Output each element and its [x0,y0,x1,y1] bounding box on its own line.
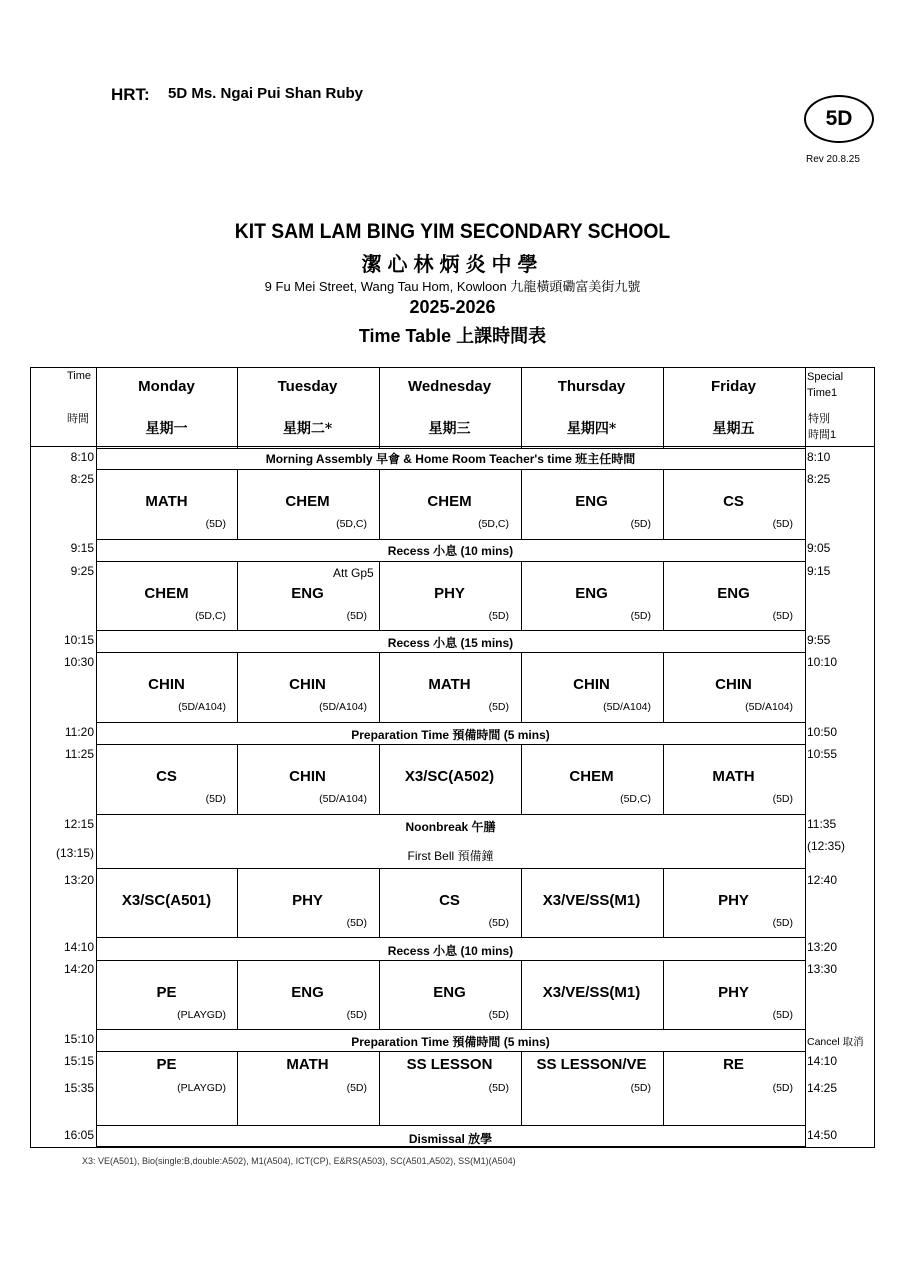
time-label-left: 15:10 [63,1032,94,1046]
band-top-line [96,722,805,723]
room-cell: (5D/A104) [319,793,367,805]
subject-cell: MATH [428,676,471,693]
room-cell: (5D) [630,518,651,530]
band-top-line [96,1125,805,1126]
time-label-special: 14:25 [807,1081,838,1095]
time-label-left: 10:15 [63,633,94,647]
band-bottom-line [96,469,805,470]
subject-cell: CHIN [715,676,752,693]
room-cell: (5D) [772,610,793,622]
subject-cell: ENG [717,585,750,602]
band-recess-1: Recess 小息 (10 mins) [387,544,514,558]
subject-cell: PE [156,984,177,1001]
school-year: 2025-2026 [409,297,496,317]
band-bottom-line [96,744,805,745]
room-cell: (5D) [630,1082,651,1094]
time-label-left: 13:20 [63,873,94,887]
day-header-tuesday-zh: 星期二* [282,421,333,437]
subject-cell: CHIN [289,768,326,785]
class-badge: 5D [804,95,874,143]
day-header-monday-zh: 星期一 [145,421,188,437]
room-cell: (5D/A104) [603,701,651,713]
band-morning-assembly: Morning Assembly 早會 & Home Room Teacher's time 班主任時間 [265,452,636,466]
band-top-line [96,448,805,449]
time-label-special: 8:25 [807,472,831,486]
day-header-monday: Monday [138,378,195,395]
room-cell: (5D) [772,917,793,929]
revision-note: Rev 20.8.25 [806,154,860,165]
band-recess-3: Recess 小息 (10 mins) [387,944,514,958]
time-label-special: 14:10 [807,1054,838,1068]
tuesday-p2-note: Att Gp5 [333,566,374,580]
time-label-special: 10:55 [807,747,838,761]
subject-cell: MATH [712,768,755,785]
time-label-special: 9:05 [807,541,831,555]
room-cell: (5D) [346,610,367,622]
room-cell: (5D,C) [195,610,226,622]
time-label-special: 11:35 [807,817,837,831]
room-cell: (5D) [630,610,651,622]
time-label-left: 8:25 [70,472,94,486]
room-cell: (5D,C) [478,518,509,530]
room-cell: (5D) [346,1082,367,1094]
room-cell: (5D) [488,1009,509,1021]
band-top-line [96,814,805,815]
room-cell: (5D) [488,610,509,622]
special-header-en: Special [807,371,844,383]
subject-cell: PHY [434,585,465,602]
room-cell: (5D) [488,917,509,929]
band-bottom-line [96,1146,805,1147]
school-address: 9 Fu Mei Street, Wang Tau Hom, Kowloon 九龍橫頭磡富美街九號 [264,279,641,294]
subject-cell: ENG [291,585,324,602]
subject-cell: SS LESSON/VE [536,1056,647,1073]
subject-cell: MATH [286,1056,329,1073]
subject-cell: RE [723,1056,744,1073]
school-name-en: KIT SAM LAM BING YIM SECONDARY SCHOOL [234,220,671,243]
time-label-special: (12:35) [807,839,846,853]
time-header-en: Time [67,370,92,382]
day-column-divider [379,368,380,448]
day-column-divider [663,368,664,448]
time-label-special: 9:55 [807,633,831,647]
band-top-line [96,539,805,540]
band-bottom-line [96,561,805,562]
day-header-wednesday: Wednesday [407,378,492,395]
time-label-left: 16:05 [63,1128,94,1142]
day-column-divider [521,368,522,448]
time-label-special: 9:15 [807,564,831,578]
time-column-divider [96,368,97,1147]
subject-cell: X3/SC(A501) [121,892,212,909]
subject-cell: ENG [433,984,466,1001]
hrt-label: HRT: [111,85,150,104]
band-first-bell: First Bell 預備鐘 [407,849,494,863]
room-cell: (PLAYGD) [177,1082,226,1094]
room-cell: (5D) [346,917,367,929]
time-label-special: Cancel 取消 [807,1036,864,1048]
time-label-left: 15:15 [63,1054,94,1068]
time-label-left: 12:15 [63,817,94,831]
room-cell: (5D,C) [336,518,367,530]
subject-cell: CHEM [427,493,472,510]
subject-cell: CHEM [285,493,330,510]
band-bottom-line [96,868,805,869]
timetable-grid [30,367,875,1148]
time-label-left: 14:10 [63,940,94,954]
day-header-friday: Friday [710,378,756,395]
subject-cell: ENG [291,984,324,1001]
time-label-left: 8:10 [70,450,94,464]
day-column-divider [237,368,238,448]
special-header-zh: 特別 [808,413,830,425]
band-recess-2: Recess 小息 (15 mins) [387,636,514,650]
band-dismissal: Dismissal 放學 [408,1132,493,1146]
subject-cell: SS LESSON [406,1056,493,1073]
time-label-left: (13:15) [55,846,94,860]
band-top-line [96,1029,805,1030]
room-cell: (5D) [346,1009,367,1021]
band-noonbreak: Noonbreak 午膳 [405,820,496,834]
room-cell: (5D) [205,518,226,530]
subject-cell: X3/VE/SS(M1) [542,984,641,1001]
school-name-zh: 潔心林炳炎中學 [361,252,544,276]
room-cell: (5D/A104) [319,701,367,713]
room-cell: (5D) [772,793,793,805]
subject-cell: X3/SC(A502) [404,768,495,785]
time-label-special: 12:40 [807,873,838,887]
day-header-friday-zh: 星期五 [712,421,755,437]
day-header-tuesday: Tuesday [277,378,338,395]
time-label-left: 9:15 [70,541,94,555]
special-header-en-2: Time1 [807,387,838,399]
time-label-special: 14:50 [807,1128,838,1142]
band-bottom-line [96,960,805,961]
subject-cell: ENG [575,585,608,602]
room-cell: (5D) [488,1082,509,1094]
special-header-zh-2: 時間1 [808,429,837,441]
time-label-left: 14:20 [63,962,94,976]
subject-cell: ENG [575,493,608,510]
room-cell: (PLAYGD) [177,1009,226,1021]
band-top-line [96,630,805,631]
subject-cell: MATH [145,493,188,510]
room-cell: (5D) [772,1082,793,1094]
subject-cell: PHY [718,892,749,909]
room-cell: (5D/A104) [178,701,226,713]
time-label-special: 8:10 [807,450,831,464]
hrt-teacher: 5D Ms. Ngai Pui Shan Ruby [168,85,364,102]
special-column-divider [805,368,806,1147]
header-divider [31,446,874,447]
room-cell: (5D/A104) [745,701,793,713]
subject-cell: PHY [292,892,323,909]
time-label-left: 11:25 [64,747,94,761]
day-header-wednesday-zh: 星期三 [428,421,471,437]
subject-cell: PHY [718,984,749,1001]
subject-cell: CS [723,493,744,510]
room-cell: (5D) [205,793,226,805]
day-header-thursday: Thursday [557,378,626,395]
time-label-special: 13:20 [807,940,838,954]
subject-cell: X3/VE/SS(M1) [542,892,641,909]
time-label-special: 10:50 [807,725,838,739]
subject-cell: CHIN [148,676,185,693]
room-cell: (5D) [488,701,509,713]
subject-cell: CHEM [144,585,189,602]
time-header-zh: 時間 [67,413,89,425]
subject-cell: CHIN [573,676,610,693]
subject-cell: CS [439,892,460,909]
room-cell: (5D) [772,1009,793,1021]
footer-note: X3: VE(A501), Bio(single:B,double:A502), M1(A504), ICT(CP), E&RS(A503), SC(A501,A502), SS(M1)(A504) [82,1156,516,1166]
band-bottom-line [96,652,805,653]
room-cell: (5D,C) [620,793,651,805]
subject-cell: CHIN [289,676,326,693]
subject-cell: PE [156,1056,177,1073]
timetable-title: Time Table 上課時間表 [358,326,547,346]
time-label-special: 13:30 [807,962,838,976]
time-label-special: 10:10 [807,655,838,669]
time-label-left: 10:30 [63,655,94,669]
day-header-thursday-zh: 星期四* [566,421,617,437]
subject-cell: CHEM [569,768,614,785]
room-cell: (5D) [772,518,793,530]
band-bottom-line [96,1051,805,1052]
time-label-left: 11:20 [64,725,94,739]
band-preparation-2: Preparation Time 預備時間 (5 mins) [351,1035,550,1049]
time-label-left: 15:35 [63,1081,94,1095]
band-preparation-1: Preparation Time 預備時間 (5 mins) [351,728,550,742]
subject-cell: CS [156,768,177,785]
band-top-line [96,937,805,938]
time-label-left: 9:25 [70,564,94,578]
